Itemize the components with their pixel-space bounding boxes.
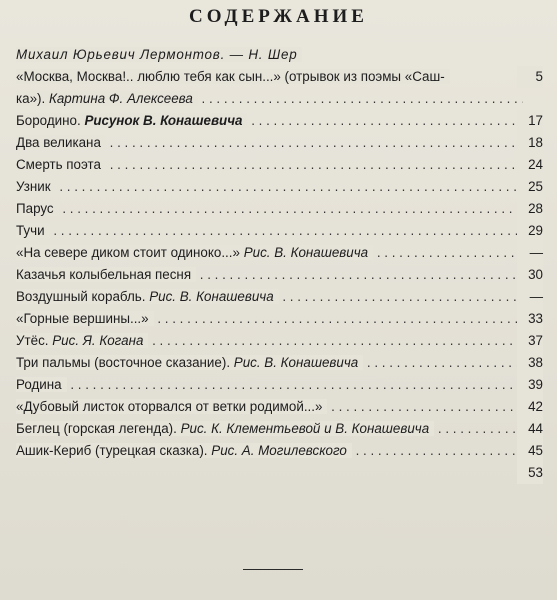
toc-entry <box>16 330 543 352</box>
toc-entry <box>16 132 543 154</box>
leader-dots <box>16 440 523 462</box>
page-number: 38 <box>517 352 543 374</box>
entry-illustrator: Рис. В. Конашевича <box>233 355 359 370</box>
table-of-contents <box>16 44 543 484</box>
toc-entry <box>16 44 543 66</box>
leader-dots <box>16 198 523 220</box>
toc-entry <box>16 396 543 418</box>
closing-rule <box>243 569 303 570</box>
page-number: 30 <box>517 264 543 286</box>
entry-title: «Москва, Москва!.. люблю тебя как сын...» (отрывок из поэмы «Саш- <box>16 69 450 84</box>
entry-title: Три пальмы (восточное сказание). <box>16 355 231 370</box>
leader-dots <box>16 132 523 154</box>
entry-title: Михаил Юрьевич Лермонтов. — Н. Шер <box>16 47 302 62</box>
leader-dots <box>16 374 523 396</box>
leader-dots <box>16 352 523 374</box>
entry-title: Казачья колыбельная песня <box>16 267 196 282</box>
entry-illustrator: Рис. К. Клементьевой и В. Конашевича <box>180 421 430 436</box>
entry-title: ка»). <box>16 91 46 106</box>
page-number: 45 <box>517 440 543 462</box>
entry-title: Воздушный корабль. <box>16 289 146 304</box>
page-number: 28 <box>517 198 543 220</box>
page-title: СОДЕРЖАНИЕ <box>189 6 368 27</box>
entry-illustrator: Рис. В. Конашевича <box>243 245 369 260</box>
leader-dots <box>16 418 523 440</box>
toc-entry <box>16 440 543 462</box>
page-number: 25 <box>517 176 543 198</box>
entry-title: Ашик-Кериб (турецкая сказка). <box>16 443 208 458</box>
leader-dots <box>16 110 523 132</box>
toc-entry <box>16 110 543 132</box>
leader-dots <box>16 286 523 308</box>
leader-dots <box>16 308 523 330</box>
page-number: 18 <box>517 132 543 154</box>
page-number: 33 <box>517 308 543 330</box>
entry-title: «Горные вершины...» <box>16 311 154 326</box>
page-number: 53 <box>517 462 543 484</box>
toc-entry <box>16 220 543 242</box>
page-number: 17 <box>517 110 543 132</box>
toc-entry <box>16 88 543 110</box>
leader-dots <box>16 176 523 198</box>
page-number: 44 <box>517 418 543 440</box>
entry-illustrator: Рис. Я. Когана <box>52 333 144 348</box>
entry-title: Утёс. <box>16 333 49 348</box>
toc-entry <box>16 286 543 308</box>
leader-dots <box>16 330 523 352</box>
entry-title: Беглец (горская легенда). <box>16 421 177 436</box>
toc-entry <box>16 352 543 374</box>
toc-entry <box>16 242 543 264</box>
leader-dots <box>16 396 523 418</box>
toc-entry <box>16 198 543 220</box>
entry-title: Бородино. <box>16 113 81 128</box>
leader-dots <box>16 242 523 264</box>
entry-title: Смерть поэта <box>16 157 106 172</box>
entry-title: Парус <box>16 201 59 216</box>
toc-entry <box>16 154 543 176</box>
page-number: — <box>517 286 543 308</box>
page-number: 24 <box>517 154 543 176</box>
leader-dots <box>16 220 523 242</box>
toc-entry <box>16 264 543 286</box>
page-number: 37 <box>517 330 543 352</box>
page-number: 39 <box>517 374 543 396</box>
toc-entry <box>16 66 543 88</box>
toc-entry <box>16 308 543 330</box>
entry-title: Родина <box>16 377 67 392</box>
page-number: 29 <box>517 220 543 242</box>
entry-title: «На севере диком стоит одиноко...» <box>16 245 240 260</box>
entry-illustrator: Рис. В. Конашевича <box>149 289 274 304</box>
toc-entry <box>16 418 543 440</box>
entry-title: Тучи <box>16 223 50 238</box>
entry-title: «Дубовый листок оторвался от ветки родимой...» <box>16 399 327 414</box>
toc-entry <box>16 176 543 198</box>
entry-illustrator: Рисунок В. Конашевича <box>84 113 243 128</box>
leader-dots <box>16 88 523 110</box>
leader-dots <box>16 264 523 286</box>
page-number: — <box>517 242 543 264</box>
entry-illustrator: Рис. А. Могилевского <box>211 443 347 458</box>
entry-illustrator: Картина Ф. Алексеева <box>48 91 193 106</box>
toc-entry <box>16 462 543 484</box>
leader-dots <box>16 154 523 176</box>
entry-title: Узник <box>16 179 56 194</box>
toc-entry <box>16 374 543 396</box>
page-number: 42 <box>517 396 543 418</box>
page-number: 5 <box>517 66 543 88</box>
entry-title: Два великана <box>16 135 106 150</box>
